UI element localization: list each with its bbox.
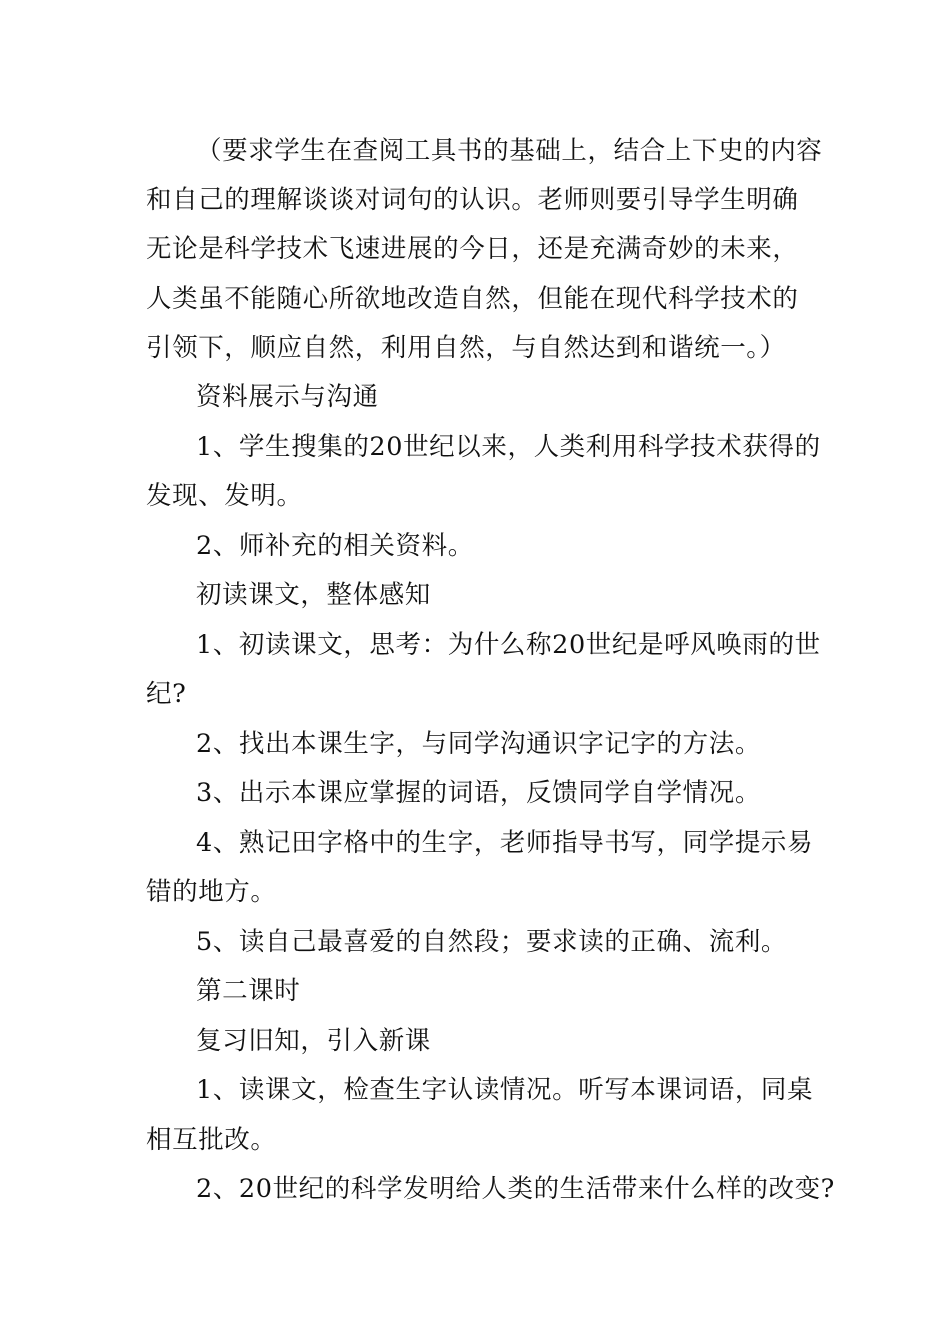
list-item-line-7: 5、读自己最喜爱的自然段；要求读的正确、流利。 (196, 927, 788, 957)
list-item-line-1b: 发现、发明。 (146, 481, 303, 511)
list-item-line-4: 2、找出本课生字，与同学沟通识字记字的方法。 (196, 729, 761, 759)
section-heading-first-reading: 初读课文，整体感知 (196, 580, 431, 610)
list-item-line-6a: 4、熟记田字格中的生字，老师指导书写，同学提示易 (196, 828, 814, 858)
list-item-line-5: 3、出示本课应掌握的词语，反馈同学自学情况。 (196, 778, 761, 808)
section-heading-review: 复习旧知，引入新课 (196, 1026, 431, 1056)
section-heading-second-lesson: 第二课时 (196, 976, 301, 1006)
list-item-line-2: 2、师补充的相关资料。 (196, 531, 474, 561)
list-item-line-1a: 1、学生搜集的20世纪以来，人类利用科学技术获得的 (196, 432, 821, 462)
list-item-line-8a: 1、读课文，检查生字认读情况。听写本课词语，同桌 (196, 1075, 814, 1105)
list-item-line-9: 2、20世纪的科学发明给人类的生活带来什么样的改变? (196, 1174, 835, 1204)
list-item-line-3a: 1、初读课文，思考：为什么称20世纪是呼风唤雨的世 (196, 630, 821, 660)
section-heading-materials: 资料展示与沟通 (196, 382, 379, 412)
list-item-line-6b: 错的地方。 (146, 877, 277, 907)
list-item-line-8b: 相互批改。 (146, 1125, 277, 1155)
paragraph-line-5: 引领下，顺应自然，利用自然，与自然达到和谐统一。） (146, 333, 786, 363)
list-item-line-3b: 纪? (146, 679, 187, 709)
paragraph-line-3: 无论是科学技术飞速进展的今日，还是充满奇妙的未来， (146, 234, 799, 264)
paragraph-line-1: （要求学生在查阅工具书的基础上，结合上下史的内容 (196, 136, 823, 166)
paragraph-line-2: 和自己的理解谈谈对词句的认识。老师则要引导学生明确 (146, 185, 799, 215)
paragraph-line-4: 人类虽不能随心所欲地改造自然，但能在现代科学技术的 (146, 284, 799, 314)
